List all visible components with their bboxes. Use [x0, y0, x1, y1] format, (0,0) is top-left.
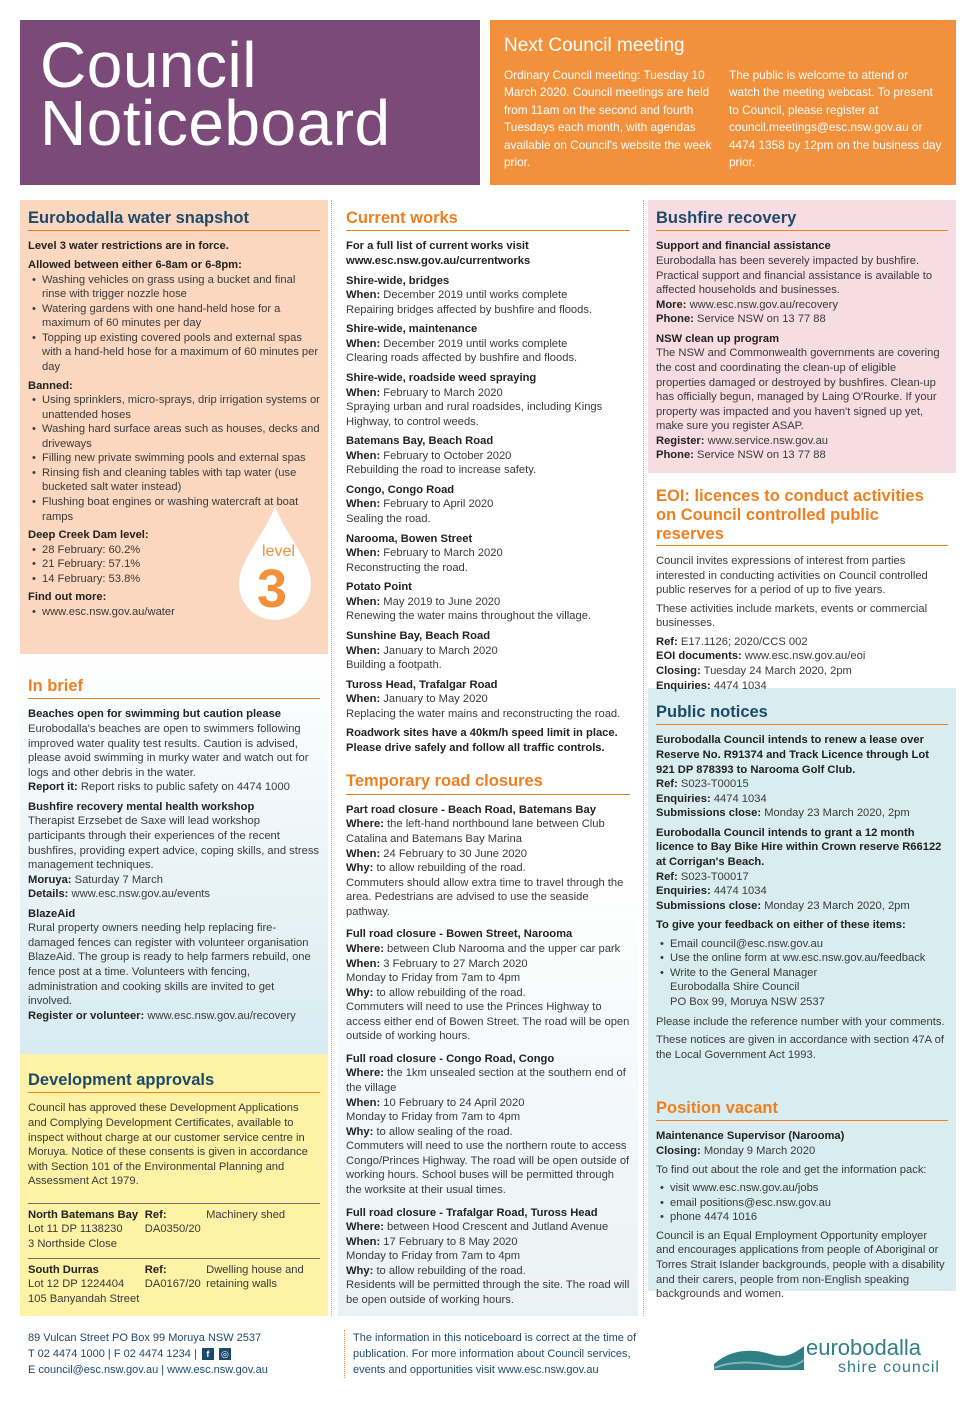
feedback-list — [656, 937, 948, 981]
list-item[interactable]: • email positions@esc.nsw.gov.au — [656, 1196, 948, 1211]
closure-extra: Commuters will need to use the Princes Highway to access either end of Bowen Street. The road will be open outside of working hours. — [346, 1001, 630, 1043]
brief-label: Details: — [28, 888, 69, 901]
dev-ref-label: Ref: — [144, 1208, 167, 1221]
notice-enquiries-value: 4474 1034 — [713, 885, 767, 898]
list-item: • Rinsing fish and cleaning tables with tap water (use bucketed salt water instead) — [28, 466, 320, 495]
closure-extra: Commuters will need to use the northern route to access Congo/Princes Highway. The road will be open outside of working hours. School buses will be permitted through the worksite at their usual times. — [346, 1140, 630, 1196]
notice-enquiries-value: 4474 1034 — [713, 792, 767, 805]
dam-heading: Deep Creek Dam level: — [28, 529, 149, 542]
eoi-ref: E17.1126; 2020/CCS 002 — [680, 635, 808, 648]
footer-contact — [28, 1330, 318, 1378]
position-contacts — [656, 1181, 948, 1225]
works-when-value: December 2019 until works complete — [383, 337, 568, 350]
closure-where-label: Where: — [346, 942, 384, 955]
closure-where-value: the 1km unsealed section at the southern end of the village — [346, 1067, 626, 1094]
dev-heading: Development approvals — [28, 1070, 320, 1093]
works-item-title: Tuross Head, Trafalgar Road — [346, 678, 498, 691]
water-heading: Eurobodalla water snapshot — [28, 208, 320, 231]
dev-address: 3 Northside Close — [28, 1237, 117, 1250]
eoi-body: Council invites expressions of interest from parties interested in conducting activities on Council controlled public reserves for a period of up to five years. — [656, 555, 928, 597]
closure-when-line — [346, 957, 630, 972]
closure-hours: Monday to Friday from 7am to 4pm — [346, 1111, 521, 1124]
notice-ref-label: Ref: — [656, 778, 678, 791]
works-item-title: Shire-wide, roadside weed spraying — [346, 371, 537, 384]
works-item-desc: Reconstructing the road. — [346, 561, 468, 574]
phone-value: Service NSW on 13 77 88 — [697, 313, 826, 326]
works-when-line — [346, 546, 630, 561]
list-item: • Washing hard surface areas such as houses, decks and driveways — [28, 422, 320, 451]
list-item: • Washing vehicles on grass using a bucket and final rinse with trigger nozzle hose — [28, 273, 320, 302]
brief-item-title: BlazeAid — [28, 907, 76, 920]
works-when-value: December 2019 until works complete — [383, 289, 568, 302]
feedback-heading: To give your feedback on either of these items: — [656, 919, 906, 932]
left-column — [20, 200, 328, 1316]
cleanup-title: NSW clean up program — [656, 332, 780, 345]
brief-item-body: Eurobodalla's beaches are open to swimmers following improved water quality test results. Caution is advised, please avoid swimming in murky water and watch out for logs and other debris in the water. — [28, 723, 309, 779]
notice-enquiries-label: Enquiries: — [656, 792, 711, 805]
closure-when-label: When: — [346, 1235, 381, 1248]
closure-when-line — [346, 1096, 630, 1111]
closure-why-label: Why: — [346, 1125, 374, 1138]
closure-hours: Monday to Friday from 7am to 4pm — [346, 972, 521, 985]
works-item — [346, 580, 630, 624]
notice-ref-line — [656, 870, 948, 885]
right-column — [648, 200, 956, 1301]
dev-place: North Batemans Bay — [28, 1208, 139, 1221]
works-item — [346, 371, 630, 429]
notice-enquiries-line — [656, 884, 948, 899]
dev-intro: Council has approved these Development Applications and Complying Development Certificates, available to inspect without charge at our customer service centre in Moruya. Notice of these consents is given in accordance with Section 101 of the Environmental Planning and Assessment Act 1979. — [28, 1102, 308, 1188]
wave-logo-icon — [710, 1334, 806, 1378]
closure-when-line — [346, 1235, 630, 1250]
works-when-value: February to March 2020 — [383, 386, 503, 399]
works-when-label: When: — [346, 498, 381, 511]
closure-where-line — [346, 817, 630, 846]
closure-when-value: 10 February to 24 April 2020 — [383, 1096, 525, 1109]
banned-heading: Banned: — [28, 379, 73, 392]
water-link[interactable]: • www.esc.nsw.gov.au/water — [28, 605, 320, 620]
table-row — [28, 1203, 320, 1258]
works-item-desc: Replacing the water mains and reconstructing the road. — [346, 707, 621, 720]
works-item — [346, 678, 630, 722]
brief-item — [28, 800, 320, 902]
dev-ref: DA0350/20 — [144, 1223, 201, 1236]
works-heading: Current works — [346, 208, 630, 231]
brief-value: Report risks to public safety on 4474 1000 — [80, 781, 290, 794]
closure-title: Full road closure - Congo Road, Congo — [346, 1052, 555, 1065]
brief-heading: In brief — [28, 676, 320, 699]
notice-enquiries-label: Enquiries: — [656, 885, 711, 898]
column-divider — [643, 200, 644, 1316]
eoi-body: These activities include markets, events or commercial businesses. — [656, 602, 928, 630]
brief-label: Report it: — [28, 781, 78, 794]
position-vacant-panel — [648, 1078, 956, 1301]
works-when-line — [346, 337, 630, 352]
brief-value[interactable]: www.esc.nsw.gov.au/events — [71, 888, 210, 901]
works-item — [346, 532, 630, 576]
closure-title: Full road closure - Trafalgar Road, Tuross Head — [346, 1206, 598, 1219]
closure-why-line — [346, 986, 630, 1001]
position-closing-label: Closing: — [656, 1145, 701, 1157]
notice-item — [656, 733, 948, 820]
works-item-title: Congo, Congo Road — [346, 483, 455, 496]
council-logo — [710, 1334, 950, 1378]
works-when-label: When: — [346, 595, 381, 608]
works-when-label: When: — [346, 449, 381, 462]
works-when-label: When: — [346, 644, 381, 657]
notice-submissions-line — [656, 899, 948, 914]
notice-submissions-value: Monday 23 March 2020, 2pm — [764, 899, 910, 912]
works-link[interactable]: www.esc.nsw.gov.au/currentworks — [346, 255, 531, 267]
list-item: • Using sprinklers, micro-sprays, drip irrigation systems or unattended hoses — [28, 393, 320, 422]
works-when-label: When: — [346, 547, 381, 560]
list-item: • 28 February: 60.2% — [28, 543, 320, 558]
brief-label: Register or volunteer: — [28, 1009, 145, 1022]
works-item — [346, 629, 630, 673]
address-line: Eurobodalla Shire Council — [670, 981, 800, 994]
eoi-closing-label: Closing: — [656, 664, 701, 677]
works-item-desc: Sealing the road. — [346, 513, 431, 525]
brief-item-body: Rural property owners needing help replacing fire-damaged fences can register with volunteer organisation BlazeAid. The group is ready to help farmers rebuild, one fence post at a time. Volunteers with fencing, administration and cooking skills are invited to get involved. — [28, 922, 311, 1008]
works-item-title: Potato Point — [346, 581, 412, 594]
works-item-title: Sunshine Bay, Beach Road — [346, 629, 491, 642]
notices-heading: Public notices — [656, 702, 948, 725]
brief-item-title: Beaches open for swimming but caution please — [28, 708, 282, 721]
support-body: Eurobodalla has been severely impacted by bushfire. Practical support and financial assistance is available to affected households and businesses. — [656, 255, 933, 297]
works-item-desc: Repairing bridges affected by bushfire and floods. — [346, 303, 593, 316]
works-when-value: January to May 2020 — [383, 693, 488, 706]
closure-extra: Commuters should allow extra time to travel through the area. Pedestrians are advised to use the seaside pathway. — [346, 876, 624, 918]
closure-when-value: 24 February to 30 June 2020 — [383, 847, 527, 860]
works-item-desc: Clearing roads affected by bushfire and floods. — [346, 352, 578, 365]
closure-why-line — [346, 1125, 630, 1140]
list-item: • 21 February: 57.1% — [28, 557, 320, 572]
works-when-label: When: — [346, 289, 381, 302]
dev-place: South Durras — [28, 1263, 99, 1276]
position-heading: Position vacant — [656, 1098, 948, 1121]
eoi-enquiries: 4474 1034 — [713, 679, 767, 692]
phone-label: Phone: — [656, 449, 694, 462]
eoi-heading: EOI: licences to conduct activities on Council controlled public reserves — [656, 487, 948, 546]
register-link[interactable]: www.service.nsw.gov.au — [707, 434, 829, 447]
dev-lot: Lot 11 DP 1138230 — [28, 1223, 123, 1236]
works-item-title: Shire-wide, bridges — [346, 274, 450, 287]
table-row — [28, 1258, 320, 1312]
works-item-title: Batemans Bay, Beach Road — [346, 435, 494, 448]
instagram-icon[interactable]: ◎ — [219, 1348, 231, 1360]
notice-ref-line — [656, 777, 948, 792]
closure-why-line — [346, 861, 630, 876]
works-when-value: February to March 2020 — [383, 547, 503, 560]
closure-why-value: to allow rebuilding of the road. — [376, 1264, 526, 1277]
development-approvals-panel — [20, 1054, 328, 1316]
notice-title: Eurobodalla Council intends to renew a lease over Reserve No. R91374 and Track Licence through Lot 921 DP 878393 to Narooma Golf Club. — [656, 734, 929, 776]
closure-why-label: Why: — [346, 1264, 374, 1277]
notice-ref-value: S023-T00015 — [680, 778, 749, 791]
closure-where-label: Where: — [346, 1067, 384, 1080]
list-item: • Write to the General Manager — [656, 966, 948, 981]
column-divider — [331, 200, 332, 1316]
eoi-closing: Tuesday 24 March 2020, 2pm — [703, 664, 852, 677]
logo-line1: eurobodalla — [806, 1335, 921, 1360]
support-title: Support and financial assistance — [656, 240, 831, 253]
brief-item-body: Therapist Erzsebet de Saxe will lead workshop participants through their experiences of the recent bushfires, providing expert advice, coping skills, and stress management techniques. — [28, 815, 320, 872]
phone-value: Service NSW on 13 77 88 — [697, 449, 826, 462]
list-item[interactable]: • Use the online form at ww.esc.nsw.gov.au/feedback — [656, 951, 948, 966]
brief-value: Saturday 7 March — [74, 873, 163, 886]
works-item-desc: Spraying urban and rural roadsides, including Kings Highway, to control weeds. — [346, 401, 603, 428]
notice-item — [656, 826, 948, 913]
closure-item — [346, 1206, 630, 1308]
closure-when-label: When: — [346, 1096, 381, 1109]
works-when-value: January to March 2020 — [383, 644, 498, 657]
meeting-details: Ordinary Council meeting: Tuesday 10 March 2020. Council meetings are held from 11am on the second and fourth Tuesdays each month, with agendas available on Council's website the week prior. — [504, 67, 712, 170]
middle-column — [338, 200, 638, 1316]
closure-where-line — [346, 1220, 630, 1235]
works-when-value: May 2019 to June 2020 — [383, 595, 501, 608]
brief-item-title: Bushfire recovery mental health workshop — [28, 800, 255, 813]
list-item[interactable]: • visit www.esc.nsw.gov.au/jobs — [656, 1181, 948, 1196]
closures-heading: Temporary road closures — [346, 771, 630, 794]
closure-why-value: to allow rebuilding of the road. — [376, 862, 526, 875]
closure-where-label: Where: — [346, 1221, 384, 1234]
closure-when-label: When: — [346, 847, 381, 860]
cleanup-body: The NSW and Commonwealth governments are covering the cost and coordinating the clean-up of eligible properties damaged or destroyed by bushfires. Clean-up has officially begun, managed by Laing O'Rourke. If your property was impacted and you haven't signed up yet, make sure you register ASAP. — [656, 347, 940, 433]
title-banner — [20, 20, 480, 185]
footer-phone: T 02 4474 1000 | F 02 4474 1234 | — [28, 1348, 197, 1360]
closure-when-value: 3 February to 27 March 2020 — [383, 957, 528, 970]
closure-item — [346, 927, 630, 1044]
closure-where-value: the left-hand northbound lane between Club Catalina and Batemans Bay Marina — [346, 818, 605, 845]
meeting-heading: Next Council meeting — [504, 35, 685, 56]
drop-level-word: level — [262, 543, 295, 560]
list-item: • Filling new private swimming pools and external spas — [28, 451, 320, 466]
closure-hours: Monday to Friday from 7am to 4pm — [346, 1250, 521, 1263]
works-when-line — [346, 644, 630, 659]
works-item-title: Narooma, Bowen Street — [346, 532, 473, 545]
position-closing: Monday 9 March 2020 — [703, 1145, 816, 1157]
brief-value[interactable]: www.esc.nsw.gov.au/recovery — [147, 1009, 296, 1022]
dev-ref-label: Ref: — [144, 1263, 167, 1276]
address-line: PO Box 99, Moruya NSW 2537 — [670, 996, 825, 1008]
footer-address: 89 Vulcan Street PO Box 99 Moruya NSW 2537 — [28, 1332, 262, 1344]
page-title-line1: Council — [40, 29, 257, 101]
works-intro: For a full list of current works visit — [346, 240, 529, 253]
closure-why-label: Why: — [346, 862, 374, 875]
act-note: These notices are given in accordance with section 47A of the Local Government Act 1993. — [656, 1034, 944, 1061]
works-list — [346, 274, 630, 722]
notice-submissions-value: Monday 23 March 2020, 2pm — [764, 807, 910, 820]
logo-line2: shire council — [838, 1359, 940, 1376]
allowed-heading: Allowed between either 6-8am or 6-8pm: — [28, 259, 242, 271]
works-when-line — [346, 386, 630, 401]
notice-title: Eurobodalla Council intends to grant a 12 month licence to Bay Bike Hire within Crown reserve R66122 at Corrigan's Beach. — [656, 826, 942, 868]
closure-where-line — [346, 1066, 630, 1095]
closure-why-value: to allow rebuilding of the road. — [376, 986, 526, 999]
list-item[interactable]: • Email council@esc.nsw.gov.au — [656, 937, 948, 952]
closure-where-line — [346, 942, 630, 957]
notice-submissions-label: Submissions close: — [656, 899, 762, 912]
position-intro: To find out about the role and get the information pack: — [656, 1163, 927, 1176]
dev-lot: Lot 12 DP 1224404 — [28, 1278, 125, 1291]
works-when-line — [346, 449, 630, 464]
works-item-title: Shire-wide, maintenance — [346, 323, 478, 336]
public-notices-panel — [648, 688, 956, 1078]
dev-table — [28, 1203, 320, 1312]
closure-title: Part road closure - Beach Road, Batemans Bay — [346, 803, 596, 816]
ref-note: Please include the reference number with your comments. — [656, 1015, 945, 1028]
meeting-banner — [490, 20, 956, 185]
works-when-label: When: — [346, 693, 381, 706]
brief-item — [28, 907, 320, 1024]
footer — [20, 1324, 956, 1384]
brief-label: Moruya: — [28, 873, 72, 886]
works-item — [346, 434, 630, 478]
closure-title: Full road closure - Bowen Street, Narooma — [346, 928, 573, 941]
list-item: • phone 4474 1016 — [656, 1210, 948, 1225]
meeting-public-info: The public is welcome to attend or watch the meeting webcast. To present to Council, please register at council.meetings@esc.nsw.gov.au or 4474 1358 by 12pm on the business day prior. — [729, 67, 942, 170]
works-when-line — [346, 288, 630, 303]
closure-why-line — [346, 1264, 630, 1279]
works-item-desc: Rebuilding the road to increase safety. — [346, 464, 537, 477]
find-out-heading: Find out more: — [28, 591, 107, 604]
works-when-value: February to October 2020 — [383, 449, 512, 462]
notice-submissions-line — [656, 806, 948, 821]
works-item — [346, 274, 630, 318]
notice-enquiries-line — [656, 792, 948, 807]
closure-when-value: 17 February to 8 May 2020 — [383, 1235, 518, 1248]
closure-when-line — [346, 847, 630, 862]
allowed-list — [28, 273, 320, 375]
footer-email[interactable]: E council@esc.nsw.gov.au | www.esc.nsw.gov.au — [28, 1364, 268, 1376]
notice-ref-label: Ref: — [656, 870, 678, 883]
list-item: • Topping up existing covered pools and external spas with a hand-held hose for a maximum of 60 minutes per day — [28, 331, 320, 375]
current-works-panel — [338, 200, 638, 1316]
works-when-line — [346, 595, 630, 610]
list-item: • 14 February: 53.8% — [28, 572, 320, 587]
water-snapshot-panel — [20, 200, 328, 654]
works-item-desc: Building a footpath. — [346, 659, 442, 672]
works-item-desc: Renewing the water mains throughout the village. — [346, 610, 592, 623]
drop-level-number: 3 — [257, 559, 288, 619]
works-when-line — [346, 692, 630, 707]
position-title: Maintenance Supervisor (Narooma) — [656, 1130, 845, 1143]
works-when-label: When: — [346, 337, 381, 350]
notice-submissions-label: Submissions close: — [656, 807, 762, 820]
register-label: Register: — [656, 434, 705, 447]
facebook-icon[interactable]: f — [202, 1348, 214, 1360]
eoi-ref-label: Ref: — [656, 635, 678, 648]
roadwork-note: Roadwork sites have a 40km/h speed limit in place. Please drive safely and follow all traffic controls. — [346, 727, 618, 754]
closure-why-label: Why: — [346, 986, 374, 999]
works-item — [346, 322, 630, 366]
bushfire-heading: Bushfire recovery — [656, 208, 948, 231]
eoi-enquiries-label: Enquiries: — [656, 679, 711, 692]
in-brief-panel — [20, 654, 328, 1054]
works-item — [346, 483, 630, 527]
closure-item — [346, 1052, 630, 1198]
closure-where-value: between Club Narooma and the upper car park — [387, 942, 621, 955]
closure-item — [346, 803, 630, 920]
closure-where-label: Where: — [346, 818, 384, 831]
closure-why-value: to allow sealing of the road. — [376, 1125, 513, 1138]
notice-ref-value: S023-T00017 — [680, 870, 749, 883]
eoi-link[interactable]: www.esc.nsw.gov.au/eoi — [744, 650, 866, 663]
works-when-line — [346, 497, 630, 512]
eoi-panel — [648, 473, 956, 692]
eoi-docs-label: EOI documents: — [656, 650, 742, 663]
more-label: More: — [656, 298, 687, 311]
water-drop-icon — [233, 502, 317, 622]
works-when-label: When: — [346, 386, 381, 399]
bushfire-recovery-panel — [648, 200, 956, 473]
closures-list — [346, 803, 630, 1308]
closure-where-value: between Hood Crescent and Jutland Avenue — [387, 1221, 609, 1234]
restriction-notice: Level 3 water restrictions are in force. — [28, 240, 229, 253]
phone-label: Phone: — [656, 313, 694, 326]
closure-when-label: When: — [346, 957, 381, 970]
notices-list — [656, 733, 948, 913]
brief-item — [28, 707, 320, 794]
postal-address — [656, 980, 948, 1009]
recovery-link[interactable]: www.esc.nsw.gov.au/recovery — [689, 298, 838, 311]
page-title-line2: Noticeboard — [40, 87, 391, 159]
dev-address: 105 Banyandah Street — [28, 1292, 140, 1305]
dev-description: Dwelling house and retaining walls — [206, 1258, 320, 1312]
list-item: • Flushing boat engines or washing watercraft at boat ramps — [28, 495, 320, 524]
closure-extra: Residents will be permitted through the site. The road will be open outside of working hours. — [346, 1279, 630, 1306]
footer-disclaimer: The information in this noticeboard is correct at the time of publication. For more information about Council services, events and opportunities visit www.esc.nsw.gov.au — [344, 1330, 644, 1378]
eeo-statement: Council is an Equal Employment Opportunity employer and encourages applications from people of Aboriginal or Torres Strait Islander backgrounds, people with a disability and their carers, people from non-English speaking backgrounds and women. — [656, 1229, 945, 1301]
dev-ref: DA0167/20 — [144, 1278, 201, 1291]
list-item: • Watering gardens with one hand-held hose for a maximum of 60 minutes per day — [28, 302, 320, 331]
works-when-value: February to April 2020 — [383, 498, 494, 511]
dev-description: Machinery shed — [206, 1203, 320, 1258]
